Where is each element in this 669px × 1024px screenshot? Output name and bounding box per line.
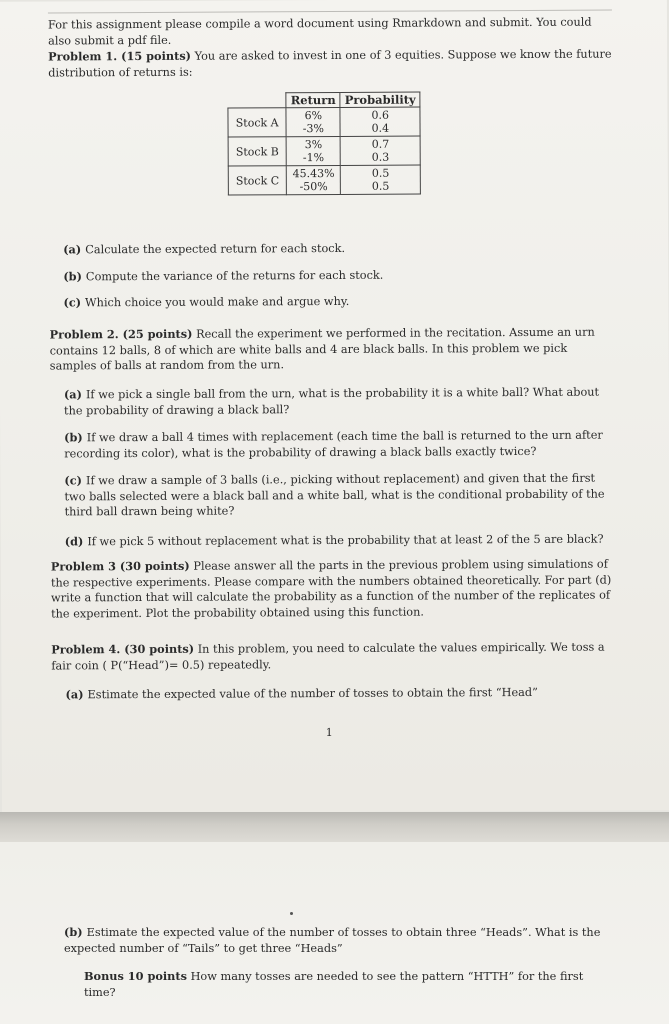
part-text: Calculate the expected return for each stock. — [85, 241, 346, 257]
header-probability: Probability — [340, 92, 420, 107]
problem-2-part-b — [64, 428, 616, 462]
page-separator — [0, 812, 669, 842]
problem-4-title: Problem 4. (30 points) — [51, 641, 195, 657]
stock-c-probs — [341, 165, 421, 194]
problem-3-text: Please answer all the parts in the previous problem using simulations of the respective experiments. Please compare with the numbers obtained theoretically. For part (d) write a function that will calculate the probability as a function of the number of the replicates of the experiment. Plot the probability obtained using this function. — [50, 557, 612, 620]
part-text: If we pick a single ball from the urn, what is the probability it is a white ball? What about the probability of drawing a black ball? — [63, 385, 600, 417]
stock-c-return-1: 45.43% — [292, 166, 335, 181]
part-text: Compute the variance of the returns for each stock. — [85, 268, 384, 284]
stock-c-label: Stock C — [228, 166, 286, 195]
stock-c-prob-2: 0.5 — [371, 179, 390, 193]
problem-3-title: Problem 3 (30 points) — [50, 558, 190, 574]
problem-2-title: Problem 2. (25 points) — [49, 326, 193, 342]
stock-c-returns — [287, 165, 341, 194]
part-label: (d) — [64, 534, 84, 549]
stock-b-returns — [286, 136, 340, 165]
part-label: (a) — [63, 242, 82, 257]
table-row-stock-c — [228, 165, 420, 195]
part-text: If we pick 5 without replacement what is the probability that at least 2 of the 5 are black? — [87, 532, 604, 549]
problem-1-part-b — [63, 267, 613, 285]
problem-4-part-a — [65, 685, 617, 703]
problem-2-part-a — [64, 385, 616, 419]
stray-mark — [290, 912, 293, 915]
part-label: (c) — [63, 295, 82, 310]
part-label: (b) — [64, 925, 83, 939]
part-label: (a) — [63, 387, 82, 402]
problem-1-part-a — [63, 240, 613, 258]
table-corner-cell — [228, 93, 286, 108]
stock-c-prob-1: 0.5 — [371, 166, 390, 180]
stock-a-returns — [286, 107, 340, 136]
problem-2-statement — [50, 325, 616, 374]
bonus-text: How many tosses are needed to see the pattern “HTTH” for the first time? — [84, 970, 584, 999]
part-label: (c) — [64, 473, 83, 488]
stock-a-prob-2: 0.4 — [371, 121, 390, 135]
stock-b-return-2: -1% — [302, 151, 325, 165]
stock-c-return-2: -50% — [299, 180, 328, 194]
stock-a-label: Stock A — [228, 108, 286, 137]
problem-1-statement — [48, 47, 614, 81]
part-text: If we draw a ball 4 times with replacement (each time the ball is returned to the urn after recording its color), what is the probability of drawing a black balls exactly twice? — [64, 428, 603, 460]
problem-2-part-c — [64, 471, 616, 520]
part-label: (b) — [64, 430, 83, 445]
header-return: Return — [286, 92, 340, 107]
part-label: (b) — [63, 269, 82, 284]
stock-b-probs — [340, 136, 420, 165]
returns-distribution-table — [227, 92, 421, 196]
document-page-2 — [0, 842, 669, 1024]
problem-4-statement — [51, 640, 617, 674]
stock-b-prob-1: 0.7 — [371, 137, 390, 151]
problem-2-text: Recall the experiment we performed in the recitation. Assume an urn contains 12 balls, 8 of which are white balls and 4 are black balls. In this problem we pick samples of balls at random from the urn. — [49, 325, 595, 373]
page-number: 1 — [325, 726, 333, 740]
stock-a-return-2: -3% — [302, 122, 324, 136]
table-header-row — [228, 92, 420, 108]
problem-1-part-c — [63, 293, 613, 311]
part-label: (a) — [65, 687, 84, 702]
part-text: Which choice you would make and argue why. — [85, 294, 350, 310]
stock-b-prob-2: 0.3 — [371, 150, 390, 164]
problem-1-title: Problem 1. (15 points) — [48, 48, 192, 64]
stock-a-prob-1: 0.6 — [371, 108, 390, 122]
part-text: Estimate the expected value of the number of tosses to obtain three “Heads”. What is the expected number of “Tails” to get three “Heads” — [64, 926, 601, 955]
table-row-stock-a — [228, 107, 420, 137]
part-text: Estimate the expected value of the number of tosses to obtain the first “Head” — [87, 685, 538, 702]
stock-b-label: Stock B — [228, 137, 286, 166]
problem-3-statement — [51, 557, 617, 622]
stock-b-return-1: 3% — [304, 138, 323, 152]
bonus-title: Bonus 10 points — [84, 969, 187, 983]
stock-a-return-1: 6% — [304, 109, 323, 123]
bonus-question — [84, 969, 616, 1000]
table-row-stock-b — [228, 136, 420, 166]
assignment-intro: For this assignment please compile a word document using Rmarkdown and submit. You could also submit a pdf file. — [47, 15, 592, 47]
problem-4-text: In this problem, you need to calculate the values empirically. We toss a fair coin ( P(“Head”)= 0.5) repeatedly. — [51, 640, 605, 672]
stock-a-probs — [340, 107, 420, 136]
problem-2-part-d — [65, 532, 617, 550]
part-text: If we draw a sample of 3 balls (i.e., picking without replacement) and given that the first two balls selected were a black ball and a white ball, what is the conditional probability of the third ball drawn being white? — [64, 471, 605, 519]
page-top-rule — [48, 10, 612, 14]
problem-1-text: You are asked to invest in one of 3 equities. Suppose we know the future distribution of returns is: — [48, 47, 612, 79]
problem-4-part-b — [64, 925, 616, 956]
